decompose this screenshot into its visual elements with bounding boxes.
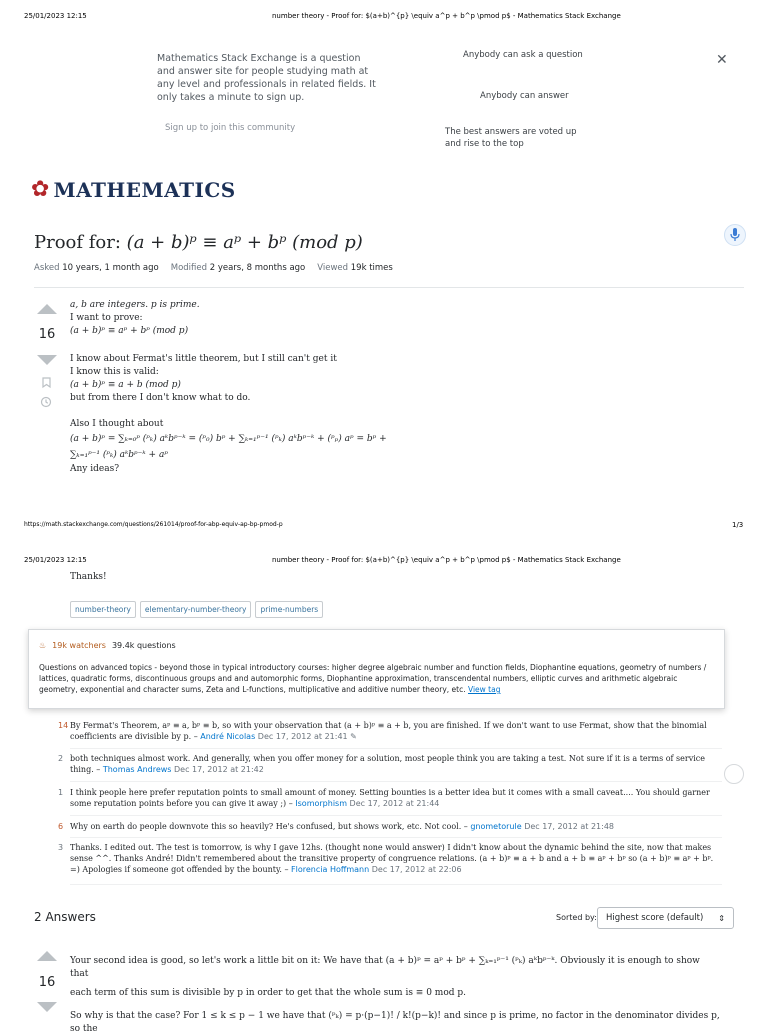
question-line: ∑ₖ₌₁ᵖ⁻¹ (ᵖₖ) aᵏbᵖ⁻ᵏ + aᵖ	[70, 450, 168, 460]
answer-line: Your second idea is good, so let's work a little bit on it: We have that (a + b)ᵖ = aᵖ + bᵖ + ∑ₖ₌₁ᵖ⁻¹ (ᵖₖ) aᵏbᵖ⁻ᵏ. Obviously it is enough to show that	[70, 956, 700, 979]
viewed-value: 19k times	[350, 263, 393, 273]
comment-user[interactable]: Isomorphism	[295, 799, 347, 808]
comment-date[interactable]: Dec 17, 2012 at 21:44	[349, 799, 440, 808]
feature-answer: Anybody can answer	[480, 91, 569, 101]
sort-select[interactable]	[597, 907, 734, 929]
comment	[70, 821, 722, 832]
comment-divider	[70, 837, 722, 838]
comment	[70, 753, 722, 775]
asked-value: 10 years, 1 month ago	[62, 263, 159, 273]
comment-score: 3	[58, 843, 64, 852]
question-body	[70, 299, 720, 476]
comment	[70, 720, 722, 742]
question-line: Thanks!	[70, 572, 107, 582]
answer-score: 16	[38, 975, 56, 990]
answer-line: each term of this sum is divisible by p in order to get that the whole sum is ≡ 0 mod p.	[70, 988, 466, 998]
watchers-icon: ♨	[39, 641, 47, 650]
view-tag-link[interactable]: View tag	[468, 685, 501, 694]
question-title-prefix: Proof for:	[34, 232, 127, 253]
comment-text: both techniques almost work. And generally, when you offer money for a solution, most people think you are taking a test. Not sure if it is a terms of service thing. –	[70, 754, 705, 774]
sort-label: Sorted by:	[556, 913, 597, 922]
modified-label: Modified	[170, 263, 208, 273]
viewed-label: Viewed	[317, 263, 349, 273]
answer-line: So why is that the case? For 1 ≤ k ≤ p − 1 we have that (ᵖₖ) = p·(p−1)! / k!(p−k)! and since p is prime, no factor in the denominator divides p, so the	[70, 1011, 720, 1034]
question-line: Any ideas?	[70, 464, 120, 474]
feature-ask: Anybody can ask a question	[463, 50, 583, 60]
sort-select-value: Highest score (default)	[606, 913, 704, 923]
question-line: (a + b)ᵖ ≡ aᵖ + bᵖ (mod p)	[70, 326, 189, 336]
answer-body	[70, 955, 720, 1036]
comment-divider	[70, 884, 722, 885]
tag-number-theory[interactable]: number-theory	[70, 601, 136, 618]
tag-popup	[28, 629, 725, 709]
comment-score: 6	[58, 822, 64, 831]
comment-user[interactable]: André Nicolas	[200, 732, 256, 741]
comment-score: 2	[58, 754, 64, 763]
tag-list	[70, 601, 327, 618]
question-line: I want to prove:	[70, 313, 143, 323]
comment	[70, 787, 722, 809]
sort-chevron-icon: ⇕	[718, 913, 725, 923]
site-logo[interactable]	[31, 178, 236, 202]
comment-divider	[70, 815, 722, 816]
question-line: I know this is valid:	[70, 367, 159, 377]
comment-divider	[70, 748, 722, 749]
logo-text: MATHEMATICS	[53, 178, 236, 202]
question-score: 16	[38, 327, 56, 342]
comment-user[interactable]: gnometorule	[470, 822, 522, 831]
print-title: number theory - Proof for: $(a+b)^{p} \equiv a^p + b^p \pmod p$ - Mathematics Stack Exchange	[272, 12, 621, 20]
print-title: number theory - Proof for: $(a+b)^{p} \equiv a^p + b^p \pmod p$ - Mathematics Stack Exchange	[272, 556, 621, 564]
question-title[interactable]	[34, 232, 363, 253]
print-date: 25/01/2023 12:15	[24, 12, 87, 20]
watchers-count[interactable]: 19k watchers	[52, 641, 106, 650]
question-line: but from there I don't know what to do.	[70, 393, 251, 403]
questions-count: 39.4k questions	[111, 641, 176, 650]
scroll-indicator-icon[interactable]	[724, 764, 744, 784]
microphone-icon[interactable]	[724, 224, 746, 246]
question-line: Also I thought about	[70, 419, 164, 429]
comment-score: 14	[58, 721, 69, 730]
bookmark-icon[interactable]	[42, 377, 51, 391]
close-icon[interactable]: ✕	[716, 52, 728, 68]
meta-divider	[34, 287, 744, 288]
tag-elementary-number-theory[interactable]: elementary-number-theory	[140, 601, 252, 618]
comment-user[interactable]: Thomas Andrews	[102, 765, 172, 774]
comment-text: I think people here prefer reputation points to small amount of money. Setting bounties is a better idea but it comes with a small caveat.... You should garner some reputation points before you can give it away ;) –	[70, 788, 710, 808]
comment-date[interactable]: Dec 17, 2012 at 21:48	[524, 822, 615, 831]
tag-prime-numbers[interactable]: prime-numbers	[255, 601, 323, 618]
question-line: (a + b)ᵖ = ∑ₖ₌₀ᵖ (ᵖₖ) aᵏbᵖ⁻ᵏ = (ᵖ₀) bᵖ + ∑ₖ₌₁ᵖ⁻¹ (ᵖₖ) aᵏbᵖ⁻ᵏ + (ᵖₚ) aᵖ = bᵖ +	[70, 434, 387, 444]
signup-description: Mathematics Stack Exchange is a question and answer site for people studying math at any level and professionals in related fields. It only takes a minute to sign up.	[157, 53, 376, 103]
comment-score: 1	[58, 788, 64, 797]
question-line: I know about Fermat's little theorem, but I still can't get it	[70, 354, 337, 364]
feature-best-answers: The best answers are voted up and rise to the top	[445, 127, 577, 149]
question-meta	[34, 263, 393, 273]
comment-user[interactable]: Florencia Hoffmann	[291, 865, 370, 874]
comment-date[interactable]: Dec 17, 2012 at 21:41 ✎	[257, 732, 357, 741]
comment-date[interactable]: Dec 17, 2012 at 22:06	[371, 865, 462, 874]
question-title-math: (a + b)ᵖ ≡ aᵖ + bᵖ (mod p)	[126, 232, 363, 253]
comment-divider	[70, 781, 722, 782]
print-date: 25/01/2023 12:15	[24, 556, 87, 564]
comment-text: Thanks. I edited out. The test is tomorrow, is why I gave 12hs. (thought none would answer) I didn't know about the dynamic behind the site, now that makes sense ^^. Thanks André! Didn't remembered about the transitive property of congruence relations. (a + b)ᵖ ≡ a + b and a + b ≡ aᵖ + bᵖ so (a + b)ᵖ ≡ aᵖ + bᵖ. =) Apologies if someone got offended by the bounty. –	[70, 843, 714, 874]
comment	[70, 842, 722, 875]
history-icon[interactable]	[40, 396, 52, 411]
upvote-icon[interactable]	[37, 304, 57, 314]
downvote-icon[interactable]	[37, 355, 57, 365]
answer-downvote-icon[interactable]	[37, 1002, 57, 1012]
tag-description: Questions on advanced topics - beyond those in typical introductory courses: higher degree algebraic number and function fields, Diophantine equations, geometry of numbers / lattices, quadratic forms, discontinuous groups and and automorphic forms, Diophantine approximation, transcendental numbers, elliptic curves and arithmetic algebraic geometry, exponential and character sums, Zeta and L-functions, multiplicative and additive number theory, etc.	[39, 663, 707, 694]
comment-date[interactable]: Dec 17, 2012 at 21:42	[174, 765, 264, 774]
modified-value[interactable]: 2 years, 8 months ago	[209, 263, 306, 273]
question-line: a, b are integers. p is prime.	[70, 300, 200, 310]
comment-text: By Fermat's Theorem, aᵖ ≡ a, bᵖ ≡ b, so with your observation that (a + b)ᵖ ≡ a + b, you are finished. If we don't want to use Fermat, show that the binomial coefficients are divisible by p. –	[70, 721, 707, 741]
logo-flower-icon: ✿	[31, 177, 50, 202]
answer-upvote-icon[interactable]	[37, 951, 57, 961]
print-page-number: 1/3	[732, 521, 744, 529]
asked-label: Asked	[34, 263, 60, 273]
print-url: https://math.stackexchange.com/questions/261014/proof-for-abp-equiv-ap-bp-pmod-p	[24, 521, 283, 528]
question-line: (a + b)ᵖ ≡ a + b (mod p)	[70, 380, 181, 390]
signup-link[interactable]: Sign up to join this community	[165, 123, 296, 133]
answers-count: 2 Answers	[34, 910, 96, 924]
comment-text: Why on earth do people downvote this so heavily? He's confused, but shows work, etc. Not cool. –	[70, 822, 468, 831]
